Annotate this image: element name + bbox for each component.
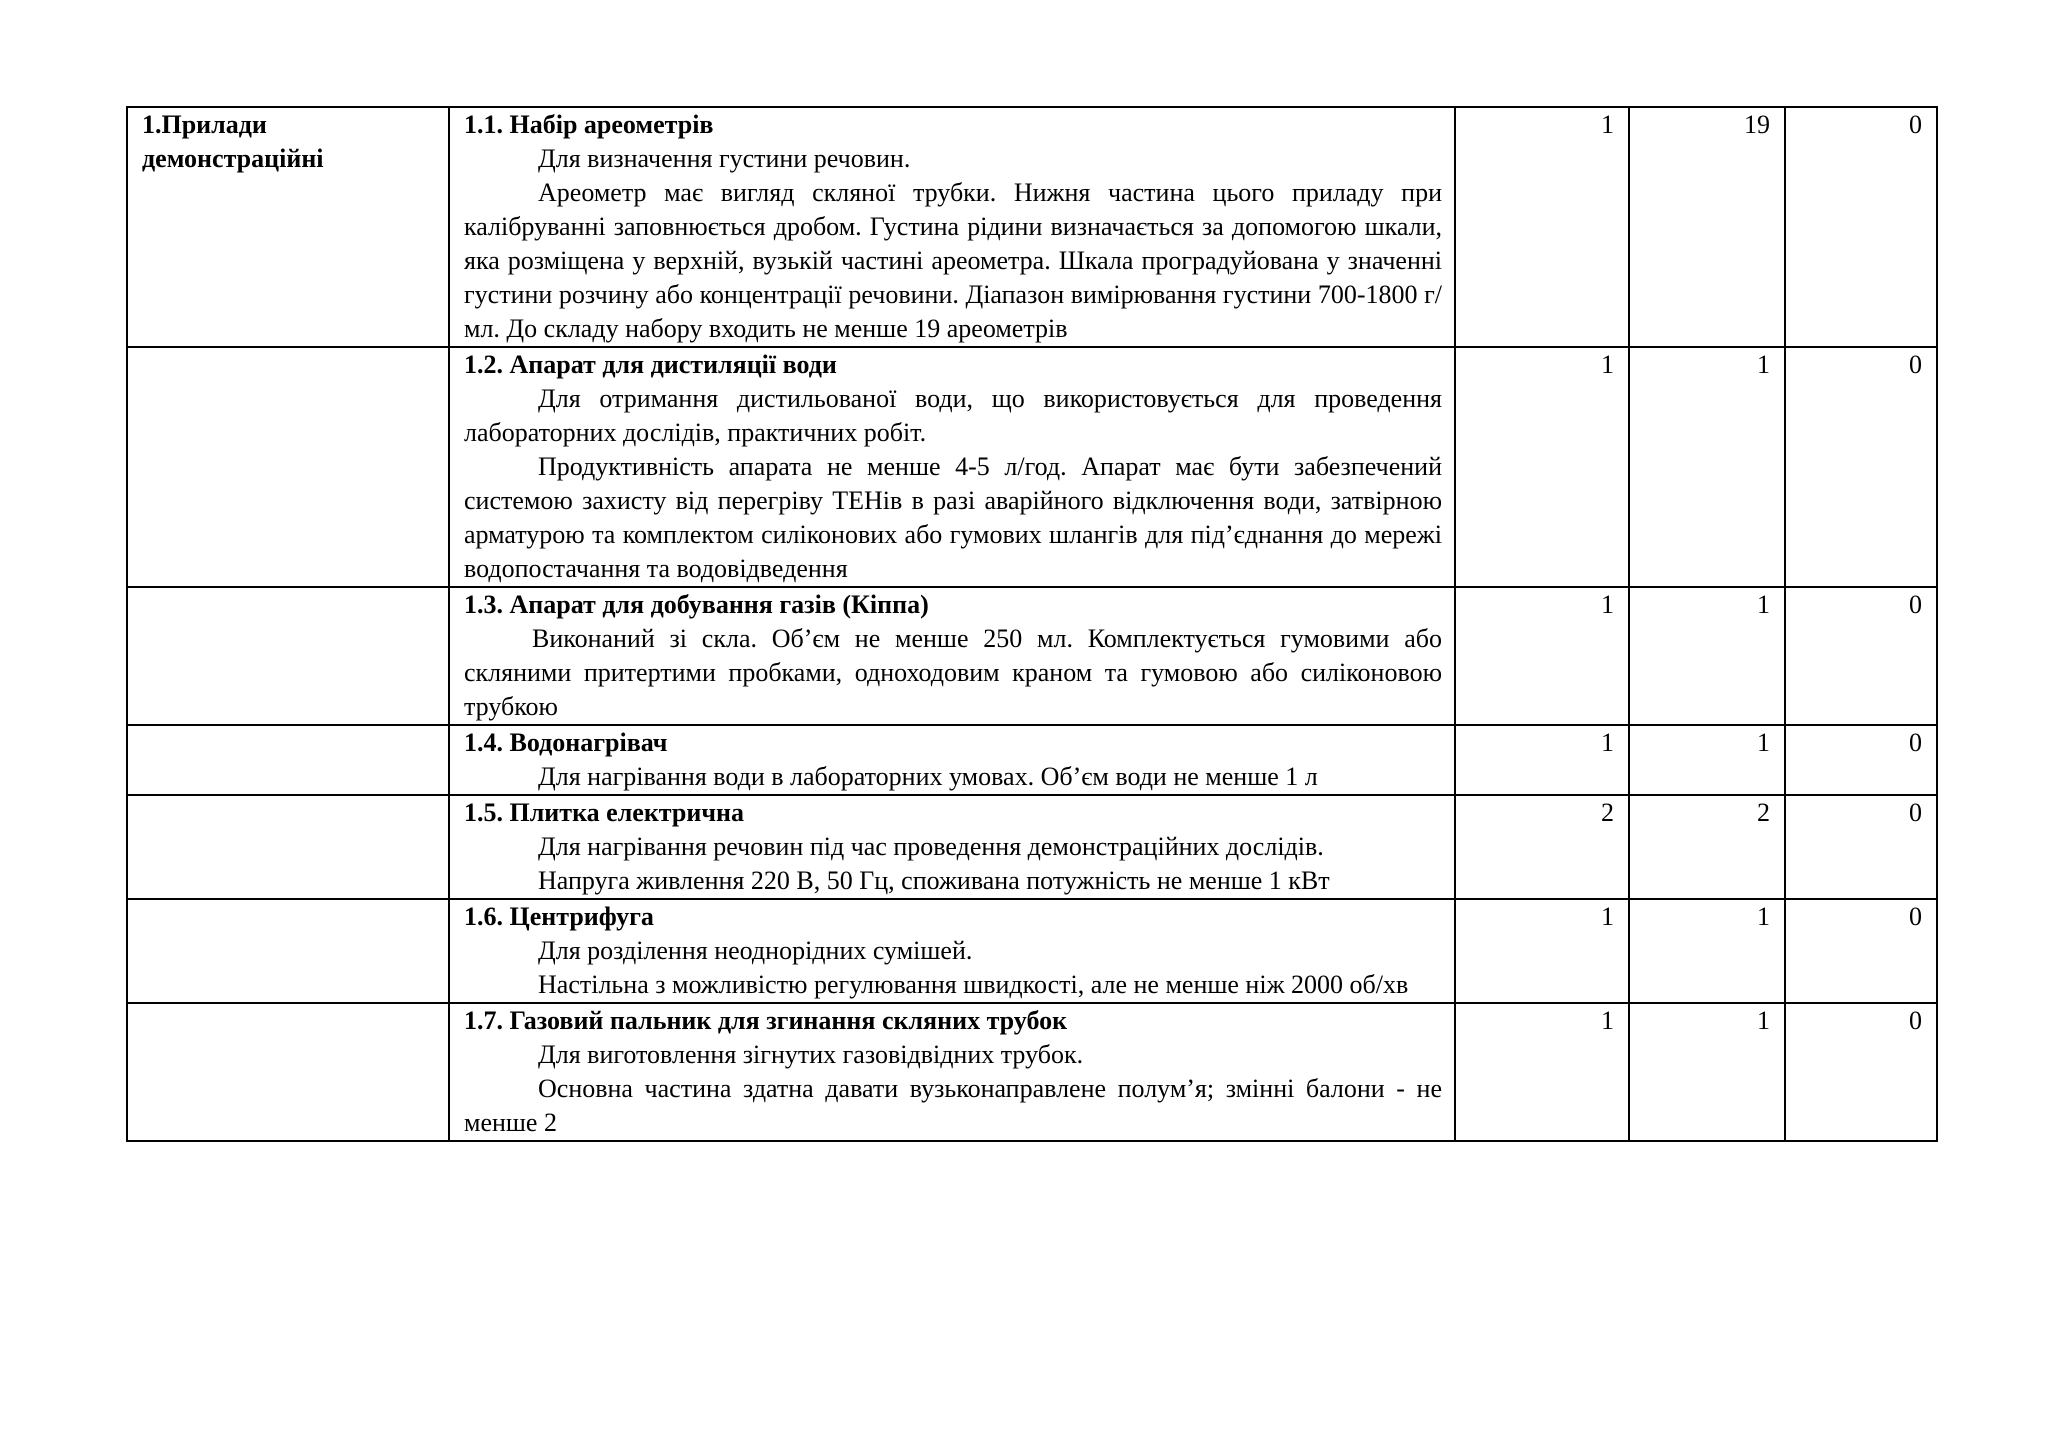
item-title: 1.3. Апарат для добування газів (Кіппа) <box>464 590 929 619</box>
value-cell-1: 2 <box>1455 795 1629 899</box>
value-cell-2: 1 <box>1629 1003 1785 1141</box>
item-paragraph: Для розділення неоднорідних сумішей. <box>538 936 973 965</box>
item-title: 1.5. Плитка електрична <box>464 798 744 827</box>
value-cell-3: 0 <box>1785 587 1937 725</box>
table-row <box>127 347 1937 587</box>
item-paragraph: Для визначення густини речовин. <box>538 144 911 173</box>
table-row <box>127 1003 1937 1141</box>
item-paragraph: Настільна з можливістю регулювання швидкості, але не менше ніж 2000 об/хв <box>538 970 1409 999</box>
value-cell-3: 0 <box>1785 1003 1937 1141</box>
description-cell <box>449 107 1455 347</box>
table-row <box>127 725 1937 795</box>
table-row <box>127 899 1937 1003</box>
item-title: 1.7. Газовий пальник для згинання скляних трубок <box>464 1006 1068 1035</box>
item-paragraph: Основна частина здатна давати вузьконаправлене полум’я; змінні балони - не менше 2 <box>464 1074 1442 1137</box>
value-cell-1: 1 <box>1455 1003 1629 1141</box>
value-cell-2: 1 <box>1629 587 1785 725</box>
value-cell-3: 0 <box>1785 107 1937 347</box>
equipment-table <box>126 106 1938 1142</box>
item-title: 1.2. Апарат для дистиляції води <box>464 350 837 379</box>
value-cell-3: 0 <box>1785 347 1937 587</box>
description-cell <box>449 899 1455 1003</box>
value-cell-2: 1 <box>1629 725 1785 795</box>
table-row <box>127 795 1937 899</box>
item-paragraph: Для отримання дистильованої води, що використовується для проведення лабораторних дослідів, практичних робіт. <box>464 384 1442 447</box>
category-cell-empty <box>127 347 449 587</box>
item-paragraph: Напруга живлення 220 В, 50 Гц, споживана потужність не менше 1 кВт <box>538 866 1330 895</box>
category-cell-empty <box>127 725 449 795</box>
description-cell <box>449 795 1455 899</box>
item-title: 1.6. Центрифуга <box>464 902 654 931</box>
item-title: 1.4. Водонагрівач <box>464 728 668 757</box>
value-cell-1: 1 <box>1455 107 1629 347</box>
item-paragraph: Для нагрівання речовин під час проведення демонстраційних дослідів. <box>538 832 1324 861</box>
table-row <box>127 107 1937 347</box>
value-cell-1: 1 <box>1455 725 1629 795</box>
description-cell <box>449 1003 1455 1141</box>
item-paragraph: Ареометр має вигляд скляної трубки. Нижня частина цього приладу при калібруванні заповнюється дробом. Густина рідини визначається за допомогою шкали, яка розміщена у верхній, вузькій частині ареометра. Шкала проградуйована у значенні густини розчину або концентрації речовини. Діапазон вимірювання густини 700-1800 г/мл. До складу набору входить не менше 19 ареометрів <box>464 178 1442 343</box>
value-cell-3: 0 <box>1785 795 1937 899</box>
category-cell-empty <box>127 899 449 1003</box>
value-cell-1: 1 <box>1455 899 1629 1003</box>
table-row <box>127 587 1937 725</box>
item-paragraph: Для нагрівання води в лабораторних умовах. Об’єм води не менше 1 л <box>538 762 1318 791</box>
category-cell-empty <box>127 795 449 899</box>
category-cell: 1.Прилади демонстраційні <box>127 107 449 347</box>
description-cell <box>449 347 1455 587</box>
category-cell-empty <box>127 1003 449 1141</box>
item-title: 1.1. Набір ареометрів <box>464 110 714 139</box>
value-cell-2: 1 <box>1629 347 1785 587</box>
description-cell <box>449 587 1455 725</box>
item-paragraph: Продуктивність апарата не менше 4-5 л/год. Апарат має бути забезпечений системою захисту від перегріву ТЕНів в разі аварійного відключення води, затвірною арматурою та комплектом силіконових або гумових шлангів для під’єднання до мережі водопостачання та водовідведення <box>464 452 1442 583</box>
value-cell-1: 1 <box>1455 347 1629 587</box>
item-paragraph: Виконаний зі скла. Об’єм не менше 250 мл. Комплектується гумовими або скляними притертими пробками, одноходовим краном та гумовою або силіконовою трубкою <box>464 624 1442 721</box>
value-cell-2: 1 <box>1629 899 1785 1003</box>
category-cell-empty <box>127 587 449 725</box>
value-cell-3: 0 <box>1785 899 1937 1003</box>
value-cell-2: 19 <box>1629 107 1785 347</box>
item-paragraph: Для виготовлення зігнутих газовідвідних трубок. <box>538 1040 1084 1069</box>
description-cell <box>449 725 1455 795</box>
value-cell-1: 1 <box>1455 587 1629 725</box>
value-cell-2: 2 <box>1629 795 1785 899</box>
value-cell-3: 0 <box>1785 725 1937 795</box>
